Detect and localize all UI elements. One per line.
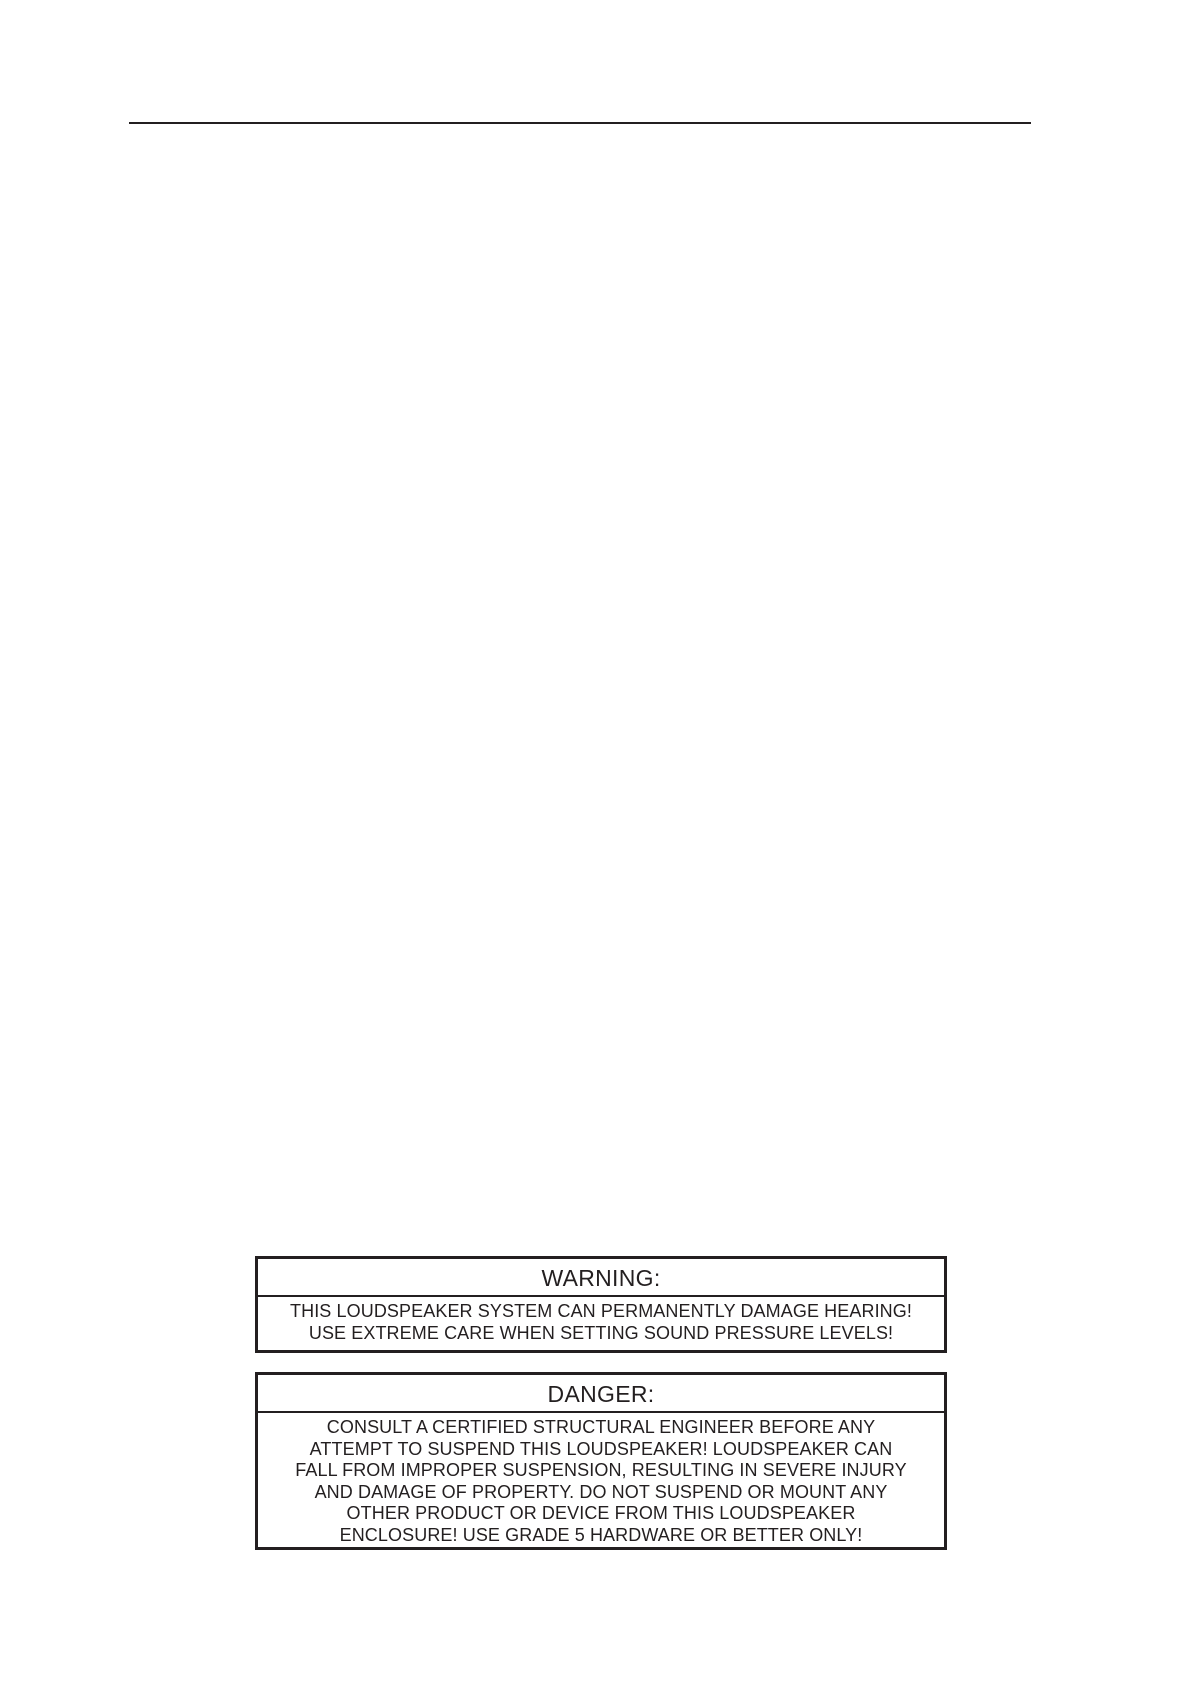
danger-line: ATTEMPT TO SUSPEND THIS LOUDSPEAKER! LOUDSPEAKER CAN (309, 1438, 893, 1459)
danger-text (258, 1413, 944, 1546)
warning-line: USE EXTREME CARE WHEN SETTING SOUND PRESSURE LEVELS! (308, 1322, 894, 1343)
warning-box (255, 1256, 947, 1353)
warning-text (258, 1297, 944, 1344)
danger-line: ENCLOSURE! USE GRADE 5 HARDWARE OR BETTER ONLY! (339, 1524, 863, 1545)
danger-line: FALL FROM IMPROPER SUSPENSION, RESULTING IN SEVERE INJURY (295, 1460, 907, 1480)
danger-line: OTHER PRODUCT OR DEVICE FROM THIS LOUDSPEAKER (346, 1503, 856, 1523)
danger-line: AND DAMAGE OF PROPERTY. DO NOT SUSPEND OR MOUNT ANY (314, 1481, 888, 1502)
danger-heading: DANGER: (258, 1375, 944, 1413)
danger-box (255, 1372, 947, 1550)
header-rule (129, 122, 1031, 124)
warning-heading: WARNING: (258, 1259, 944, 1297)
warning-line: THIS LOUDSPEAKER SYSTEM CAN PERMANENTLY DAMAGE HEARING! (290, 1301, 912, 1321)
danger-line: CONSULT A CERTIFIED STRUCTURAL ENGINEER BEFORE ANY (326, 1417, 876, 1437)
